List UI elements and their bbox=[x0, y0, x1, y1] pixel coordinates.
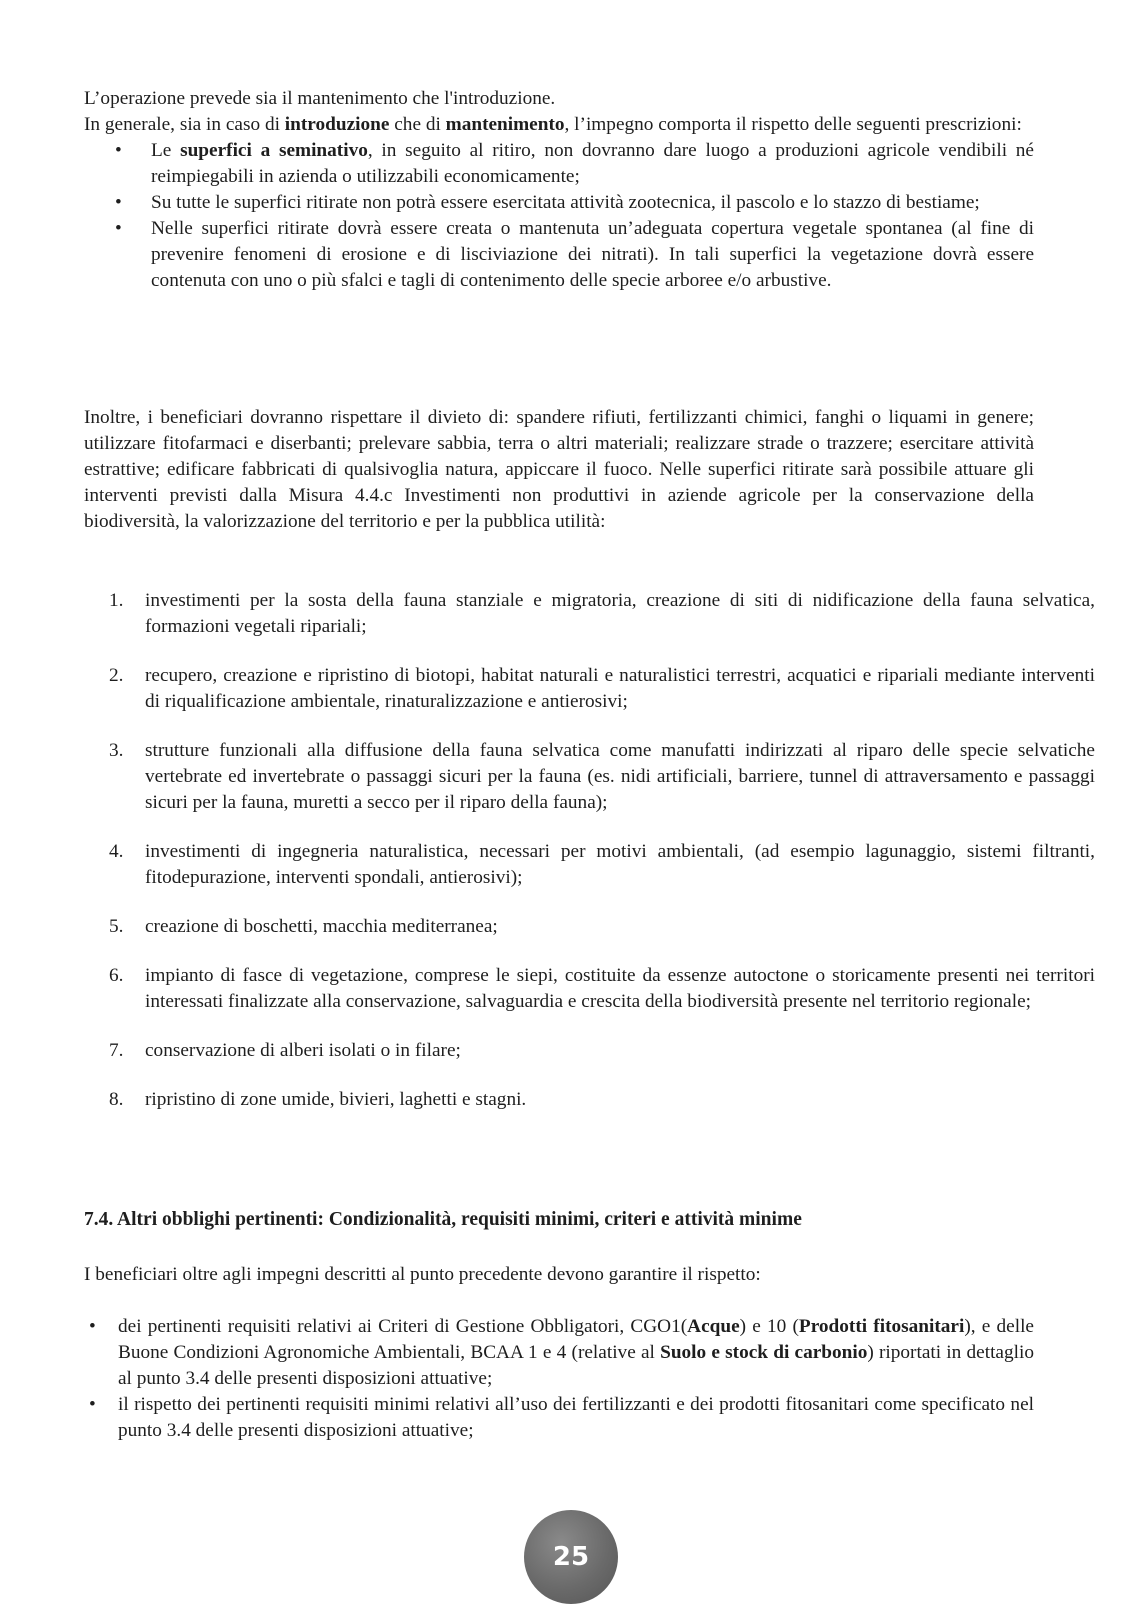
list-number: 3. bbox=[109, 740, 124, 761]
list-number: 4. bbox=[109, 841, 124, 862]
section-intro-block bbox=[84, 1262, 1034, 1288]
bold-term: introduzione bbox=[284, 114, 390, 135]
text-run: In generale, sia in caso di bbox=[84, 114, 285, 135]
list-number: 1. bbox=[109, 590, 124, 611]
list-item bbox=[109, 588, 1095, 640]
list-item bbox=[84, 1314, 1034, 1392]
bold-term: Suolo e stock di carbonio bbox=[660, 1342, 868, 1363]
list-item bbox=[109, 963, 1095, 1015]
list-item bbox=[115, 138, 1034, 190]
list-number: 2. bbox=[109, 665, 124, 686]
page-number: 25 bbox=[524, 1510, 618, 1604]
list-item bbox=[84, 1392, 1034, 1444]
text-run: , l’impegno comporta il rispetto delle seguenti prescrizioni: bbox=[564, 114, 1022, 135]
list-item bbox=[109, 1038, 1095, 1064]
bullet-icon: • bbox=[115, 140, 122, 161]
list-item bbox=[115, 190, 1034, 216]
section-heading-block bbox=[84, 1207, 1034, 1233]
prescription-list bbox=[84, 138, 1034, 294]
list-text: impianto di fasce di vegetazione, comprese le siepi, costituite da essenze autoctone o storicamente presenti nei territori interessati finalizzate alla conservazione, salvaguardia e crescita della biodiversità presente nel territorio regionale; bbox=[145, 965, 1095, 1012]
list-item bbox=[109, 839, 1095, 891]
bold-term: Acque bbox=[687, 1316, 740, 1337]
list-text: ripristino di zone umide, bivieri, laghetti e stagni. bbox=[145, 1089, 527, 1110]
section-heading: 7.4. Altri obblighi pertinenti: Condizionalità, requisiti minimi, criteri e attività minime bbox=[84, 1209, 802, 1230]
list-item bbox=[109, 738, 1095, 816]
list-number: 7. bbox=[109, 1040, 124, 1061]
prohibitions-paragraph bbox=[84, 405, 1034, 535]
section-intro: I beneficiari oltre agli impegni descritti al punto precedente devono garantire il rispetto: bbox=[84, 1264, 761, 1285]
text-run: , in seguito al ritiro, non dovranno dare luogo a produzioni agricole vendibili né reimpiegabili in azienda o utilizzabili economicamente; bbox=[151, 140, 1034, 187]
list-item bbox=[109, 663, 1095, 715]
intro-block bbox=[84, 86, 1034, 294]
list-item bbox=[115, 216, 1034, 294]
list-item bbox=[109, 1087, 1095, 1113]
text-run: ), e delle Buone Condizioni Agronomiche Ambientali, BCAA 1 e 4 (relative al bbox=[118, 1316, 1034, 1363]
bold-term: Prodotti fitosanitari bbox=[798, 1316, 965, 1337]
bullet-icon: • bbox=[89, 1394, 96, 1415]
text-run: ) riportati in dettaglio al punto 3.4 delle presenti disposizioni attuative; bbox=[118, 1342, 1034, 1389]
list-text: conservazione di alberi isolati o in filare; bbox=[145, 1040, 461, 1061]
text-run: Su tutte le superfici ritirate non potrà essere esercitata attività zootecnica, il pascolo e lo stazzo di bestiame; bbox=[151, 192, 980, 213]
text-run: dei pertinenti requisiti relativi ai Criteri di Gestione Obbligatori, CGO1( bbox=[118, 1316, 688, 1337]
list-text: strutture funzionali alla diffusione della fauna selvatica come manufatti indirizzati al riparo delle specie selvatiche vertebrate ed invertebrate o passaggi sicuri per la fauna (es. nidi artificiali, barriere, tunnel di attraversamento e passaggi sicuri per la fauna, muretti a secco per il riparo della fauna); bbox=[145, 740, 1095, 813]
bold-term: superfici a seminativo bbox=[180, 140, 368, 161]
bullet-icon: • bbox=[115, 218, 122, 239]
list-item bbox=[109, 914, 1095, 940]
list-number: 6. bbox=[109, 965, 124, 986]
requirements-list bbox=[84, 1314, 1034, 1444]
text-run: Le bbox=[151, 140, 181, 161]
intro-prescriptions bbox=[84, 112, 1034, 138]
list-number: 5. bbox=[109, 916, 124, 937]
text-run: Nelle superfici ritirate dovrà essere creata o mantenuta un’adeguata copertura vegetale spontanea (al fine di prevenire fenomeni di erosione e di lisciviazione dei nitrati). In tali superfici la vegetazione dovrà essere contenuta con uno o più sfalci e tagli di contenimento delle specie arboree e/o arbustive. bbox=[151, 218, 1034, 291]
paragraph: Inoltre, i beneficiari dovranno rispettare il divieto di: spandere rifiuti, fertilizzanti chimici, fanghi o liquami in genere; utilizzare fitofarmaci e diserbanti; prelevare sabbia, terra o altri materiali; realizzare strade o trazzere; esercitare attività estrattive; edificare fabbricati di qualsivoglia natura, appiccare il fuoco. Nelle superfici ritirate sarà possibile attuare gli interventi previsti dalla Misura 4.4.c Investimenti non produttivi in aziende agricole per la conservazione della biodiversità, la valorizzazione del territorio e per la pubblica utilità: bbox=[84, 407, 1034, 532]
interventions-list bbox=[84, 588, 1095, 1136]
list-text: investimenti per la sosta della fauna stanziale e migratoria, creazione di siti di nidificazione della fauna selvatica, formazioni vegetali ripariali; bbox=[145, 590, 1095, 637]
intro-line: L’operazione prevede sia il mantenimento che l'introduzione. bbox=[84, 88, 556, 109]
bullet-icon: • bbox=[115, 192, 122, 213]
text-run: il rispetto dei pertinenti requisiti minimi relativi all’uso dei fertilizzanti e dei prodotti fitosanitari come specificato nel punto 3.4 delle presenti disposizioni attuative; bbox=[118, 1394, 1034, 1441]
text-run: che di bbox=[389, 114, 446, 135]
list-text: investimenti di ingegneria naturalistica, necessari per motivi ambientali, (ad esempio lagunaggio, sistemi filtranti, fitodepurazione, interventi spondali, antierosivi); bbox=[145, 841, 1095, 888]
bold-term: mantenimento bbox=[445, 114, 565, 135]
text-run: ) e 10 ( bbox=[739, 1316, 799, 1337]
list-text: creazione di boschetti, macchia mediterranea; bbox=[145, 916, 498, 937]
bullet-icon: • bbox=[89, 1316, 96, 1337]
list-text: recupero, creazione e ripristino di biotopi, habitat naturali e naturalistici terrestri, acquatici e ripariali mediante interventi di riqualificazione ambientale, rinaturalizzazione e antierosivi; bbox=[145, 665, 1095, 712]
list-number: 8. bbox=[109, 1089, 124, 1110]
